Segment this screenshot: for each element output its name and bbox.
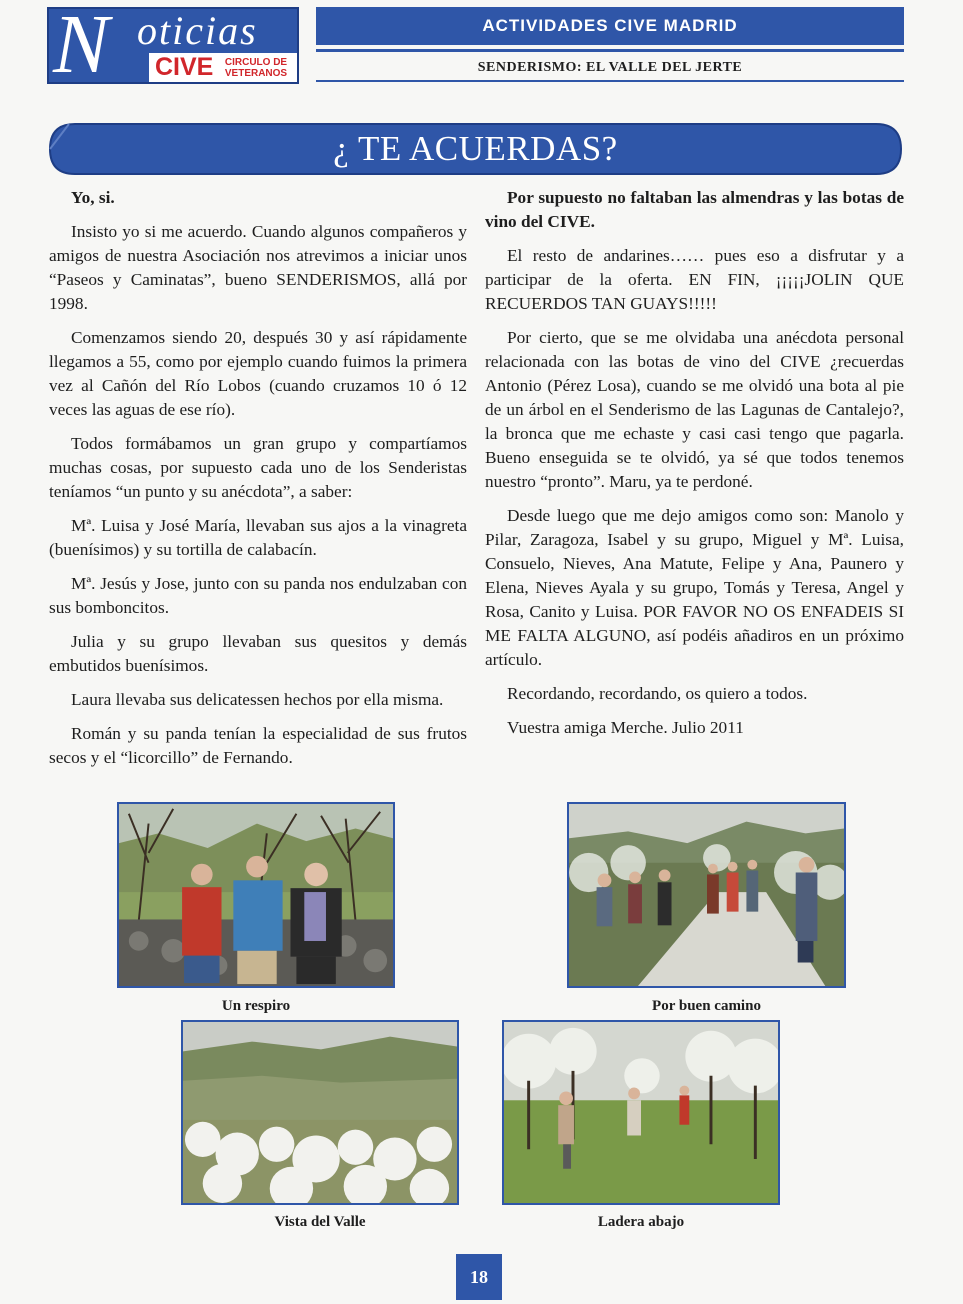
header-divider (316, 49, 904, 52)
article-paragraph: Por cierto, que se me olvidaba una anécdota personal relacionada con las botas de vino del CIVE ¿recuerdas Antonio (Pérez Losa), cuando se me olvidó una bota al pie de un árbol en el Senderismo de las Lagunas de Cantalejo?, la bronca que me echaste y casi casi tengo que pagarla. Bueno enseguida se te olvidó, ya sé que todos tenemos nuestro “pronto”. Maru, ya te perdoné. (485, 328, 904, 491)
section-title-bar (316, 7, 904, 45)
photo-caption: Un respiro (221, 998, 291, 1014)
photo-caption: Ladera abajo (597, 1214, 685, 1230)
hikers-photo (117, 802, 395, 988)
article-paragraph: Comenzamos siendo 20, después 30 y así rápidamente llegamos a 55, como por ejemplo cuando fuimos la primera vez al Cañón del Río Lobos (cuando cruzamos 10 ó 12 veces las aguas de ese río). (49, 328, 467, 419)
article-paragraph: Julia y su grupo llevaban sus quesitos y demás embutidos buenísimos. (49, 632, 467, 675)
logo-cive: CIVE (155, 53, 214, 81)
logo-letter: N (53, 7, 110, 84)
article-paragraph: El resto de andarines…… pues eso a disfrutar y a participar de la oferta. EN FIN, ¡¡¡¡¡JOLIN QUE RECUERDOS TAN GUAYS!!!!! (485, 246, 904, 313)
page-number: 18 (456, 1254, 502, 1300)
article-paragraph: Yo, si. (71, 188, 115, 207)
article-paragraph: Por supuesto no faltaban las almendras y las botas de vino del CIVE. (485, 188, 904, 231)
article-paragraph: Mª. Jesús y Jose, junto con su panda nos endulzaban con sus bomboncitos. (49, 574, 467, 617)
section-title: ACTIVIDADES CIVE MADRID (482, 16, 738, 35)
article-title: ¿ TE ACUERDAS? (333, 129, 618, 168)
newsletter-logo (47, 7, 299, 84)
right-column (485, 186, 904, 750)
article-paragraph: Román y su panda tenían la especialidad de sus frutos secos y el “licorcillo” de Fernando. (49, 724, 467, 767)
logo-word: oticias (137, 8, 258, 53)
left-column (49, 186, 467, 780)
logo-circulo: CIRCULO DE VETERANOS (224, 57, 288, 79)
page-subtitle: SENDERISMO: EL VALLE DEL JERTE (477, 60, 743, 75)
article-paragraph: Desde luego que me dejo amigos como son: Manolo y Pilar, Zaragoza, Isabel y su grupo, Miguel y Mª. Luisa, Consuelo, Nieves, Ana Matute, Felipe y Ana, Paunero y Elena, Nieves Ayala y su grupo, Tomás y Teresa, Angel y Rosa, Canito y Luisa. POR FAVOR NO OS ENFADEIS SI ME FALTA ALGUNO, así podéis añadiros en un próximo artículo. (485, 506, 904, 669)
article-paragraph: Mª. Luisa y José María, llevaban sus ajos a la vinagreta (buenísimos) y su tortilla de calabacín. (49, 516, 467, 559)
article-paragraph: Recordando, recordando, os quiero a todos. (507, 684, 808, 703)
valley-photo (181, 1020, 459, 1205)
article-paragraph: Todos formábamos un gran grupo y compartíamos muchas cosas, por supuesto cada uno de los Senderistas teníamos “un punto y su anécdota”, a saber: (49, 434, 467, 501)
article-paragraph: Laura llevaba sus delicatessen hechos por ella misma. (71, 690, 444, 709)
header-underline (316, 80, 904, 82)
photo-caption: Por buen camino (652, 998, 761, 1014)
orchard-photo (502, 1020, 780, 1205)
photo-caption: Vista del Valle (274, 1214, 366, 1230)
article-paragraph: Vuestra amiga Merche. Julio 2011 (507, 718, 744, 737)
article-title-banner (47, 121, 904, 177)
path-photo (567, 802, 846, 988)
article-paragraph: Insisto yo si me acuerdo. Cuando algunos compañeros y amigos de nuestra Asociación nos atrevimos a iniciar unos “Paseos y Caminatas”, bueno SENDERISMOS, allá por 1998. (49, 222, 467, 313)
